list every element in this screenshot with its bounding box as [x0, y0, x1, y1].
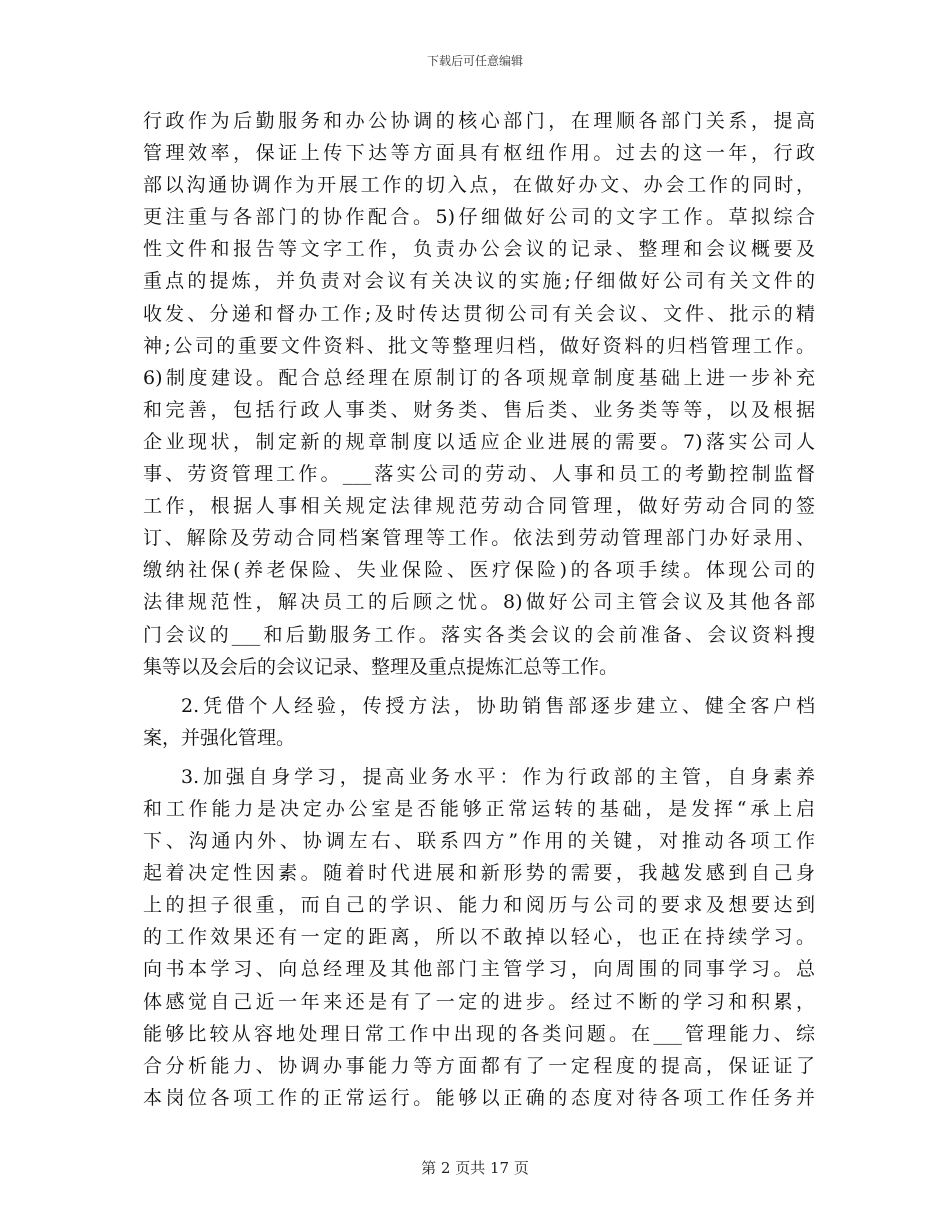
- paragraph-3: [143, 761, 815, 1114]
- text-line: 3.加强自身学习，提高业务水平：作为行政部的主管，自身素养: [181, 765, 815, 788]
- text-line: 6)制度建设。配合总经理在原制订的各项规章制度基础上进一步补充: [143, 366, 815, 389]
- text-line: 向书本学习、向总经理及其他部门主管学习，向周围的同事学习。总: [143, 958, 815, 981]
- page-number: 第 2 页共 17 页: [421, 1159, 529, 1177]
- text-line: 部以沟通协调作为开展工作的切入点，在做好办文、办会工作的同时，: [143, 174, 815, 197]
- text-line: 的工作效果还有一定的距离，所以不敢掉以轻心，也正在持续学习。: [143, 926, 815, 949]
- text-line: 缴纳社保(养老保险、失业保险、医疗保险)的各项手续。体现公司的: [143, 559, 815, 582]
- text-line: 法律规范性，解决员工的后顾之忧。8)做好公司主管会议及其他各部: [143, 591, 815, 614]
- text-line: 2.凭借个人经验，传授方法，协助销售部逐步建立、健全客户档: [181, 694, 815, 717]
- text-line: 行政作为后勤服务和办公协调的核心部门，在理顺各部门关系，提高: [143, 110, 815, 132]
- text-line: 门会议的___和后勤服务工作。落实各类会议的会前准备、会议资料搜: [143, 623, 815, 646]
- text-line: 体感觉自己近一年来还是有了一定的进步。经过不断的学习和积累，: [143, 990, 815, 1013]
- paragraph-1: [143, 105, 815, 683]
- text-line: 案，并强化管理。: [143, 726, 296, 749]
- text-line: 起着决定性因素。随着时代进展和新形势的需要，我越发感到自己身: [143, 862, 815, 885]
- paragraph-gap: [143, 683, 815, 690]
- text-line: 管理效率，保证上传下达等方面具有枢纽作用。过去的这一年，行政: [143, 142, 815, 165]
- paragraph-2: [143, 690, 815, 754]
- text-line: 更注重与各部门的协作配合。5)仔细做好公司的文字工作。草拟综合: [143, 206, 815, 229]
- text-line: 重点的提炼，并负责对会议有关决议的实施;仔细做好公司有关文件的: [143, 270, 815, 293]
- text-line: 集等以及会后的会议记录、整理及重点提炼汇总等工作。: [143, 655, 619, 678]
- text-line: 订、解除及劳动合同档案管理等工作。依法到劳动管理部门办好录用、: [143, 527, 815, 550]
- page-header: 下载后可任意编辑: [426, 54, 523, 68]
- text-line: 上的担子很重，而自己的学识、能力和阅历与公司的要求及想要达到: [143, 894, 815, 917]
- text-line: 事、劳资管理工作。___落实公司的劳动、人事和员工的考勤控制监督: [143, 463, 815, 486]
- paragraph-gap: [143, 754, 815, 761]
- text-line: 和完善，包括行政人事类、财务类、售后类、业务类等等，以及根据: [143, 398, 815, 421]
- text-line: 企业现状，制定新的规章制度以适应企业进展的需要。7)落实公司人: [143, 430, 815, 453]
- body-text: [143, 105, 815, 1114]
- text-line: 合分析能力、协调办事能力等方面都有了一定程度的提高，保证证了: [143, 1054, 815, 1077]
- text-line: 本岗位各项工作的正常运行。能够以正确的态度对待各项工作任务并: [143, 1086, 815, 1109]
- text-line: 收发、分递和督办工作;及时传达贯彻公司有关会议、文件、批示的精: [143, 302, 815, 325]
- text-line: 和工作能力是决定办公室是否能够正常运转的基础，是发挥“承上启: [143, 797, 815, 820]
- text-line: 神;公司的重要文件资料、批文等整理归档，做好资料的归档管理工作。: [143, 334, 815, 357]
- text-line: 下、沟通内外、协调左右、联系四方”作用的关键，对推动各项工作: [143, 830, 815, 853]
- text-line: 能够比较从容地处理日常工作中出现的各类问题。在___管理能力、综: [143, 1022, 815, 1045]
- text-line: 性文件和报告等文字工作，负责办公会议的记录、整理和会议概要及: [143, 238, 815, 261]
- text-line: 工作，根据人事相关规定法律规范劳动合同管理，做好劳动合同的签: [143, 495, 815, 518]
